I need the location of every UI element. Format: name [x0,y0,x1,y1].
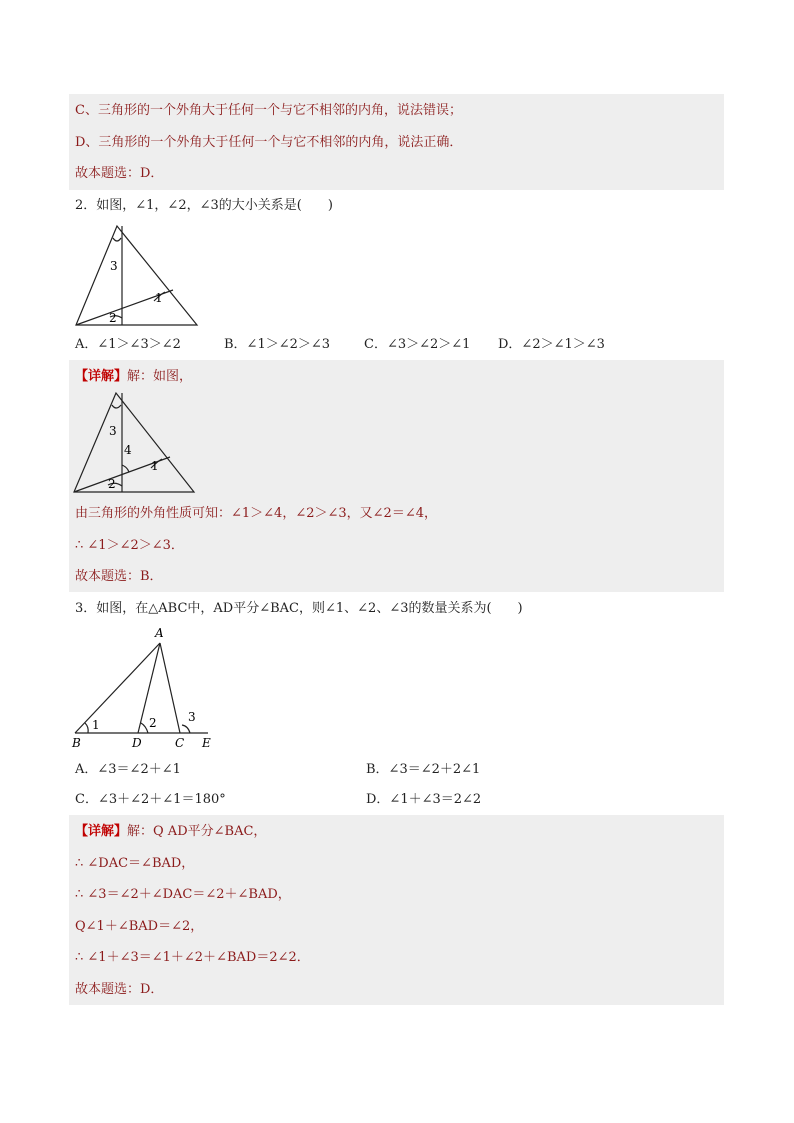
q2-option-b: B．∠1＞∠2＞∠3 [224,337,331,352]
q2-fig-label-3: 3 [110,259,118,273]
q3-fig-label-a2: 2 [149,716,157,730]
q2-sol-label-4: 4 [124,443,132,457]
q3-fig-label-B: B [72,736,81,750]
q1-answer: 故本题选：D． [75,166,164,181]
q3-step3: Q∠1＋∠BAD＝∠2， [75,919,204,934]
q2-option-d: D．∠2＞∠1＞∠3 [498,337,605,352]
q2-fig-label-1: 1 [155,291,163,305]
q3-option-c: C．∠3＋∠2＋∠1＝180° [75,792,226,807]
q3-fig-label-E: E [202,736,211,750]
q2-detail-tag: 【详解】 [75,369,128,384]
q2-option-a: A．∠1＞∠3＞∠2 [75,337,181,352]
q2-sol-label-2: 2 [108,477,116,491]
q3-option-a: A．∠3＝∠2＋∠1 [75,762,181,777]
q3-option-d: D．∠1＋∠3＝2∠2 [366,792,482,807]
q2-option-c: C．∠3＞∠2＞∠1 [364,337,471,352]
q3-option-b: B．∠3＝∠2＋2∠1 [366,762,481,777]
q3-detail-tag: 【详解】 [75,824,128,839]
q2-answer: 故本题选：B． [75,569,163,584]
q3-figure [70,624,230,749]
q2-step1: 由三角形的外角性质可知：∠1＞∠4，∠2＞∠3，又∠2＝∠4， [75,506,437,521]
q2-detail-intro: 解：如图， [127,369,193,384]
q3-fig-label-a1: 1 [92,718,100,732]
q3-step4: ∴ ∠1＋∠3＝∠1＋∠2＋∠BAD＝2∠2． [75,950,310,965]
q2-detail-heading [75,368,192,386]
q3-step2: ∴ ∠3＝∠2＋∠DAC＝∠2＋∠BAD， [75,887,291,902]
q3-fig-label-D: D [132,736,142,750]
q2-sol-label-3: 3 [109,424,117,438]
q1-line-c: C、三角形的一个外角大于任何一个与它不相邻的内角，说法错误； [75,103,462,118]
q3-fig-label-C: C [175,736,185,750]
q1-line-d: D、三角形的一个外角大于任何一个与它不相邻的内角，说法正确． [75,135,463,150]
q3-answer: 故本题选：D． [75,982,164,997]
q2-sol-label-1: 1 [151,459,159,473]
q2-step2: ∴ ∠1＞∠2＞∠3． [75,538,184,553]
q2-stem: 2．如图，∠1，∠2，∠3的大小关系是( ) [75,198,333,213]
q3-step1: ∴ ∠DAC＝∠BAD， [75,856,195,871]
q3-detail-heading [75,823,266,841]
q3-detail-intro: 解：Q AD平分∠BAC， [127,824,267,839]
q2-solution-figure [70,389,210,499]
q3-fig-label-a3: 3 [188,710,196,724]
q3-fig-label-A: A [155,626,164,640]
q3-solution-panel [69,815,724,1005]
q2-fig-label-2: 2 [109,311,117,325]
q2-figure [70,222,210,332]
q3-stem: 3．如图，在△ABC中，AD平分∠BAC，则∠1、∠2、∠3的数量关系为( ) [75,601,523,616]
